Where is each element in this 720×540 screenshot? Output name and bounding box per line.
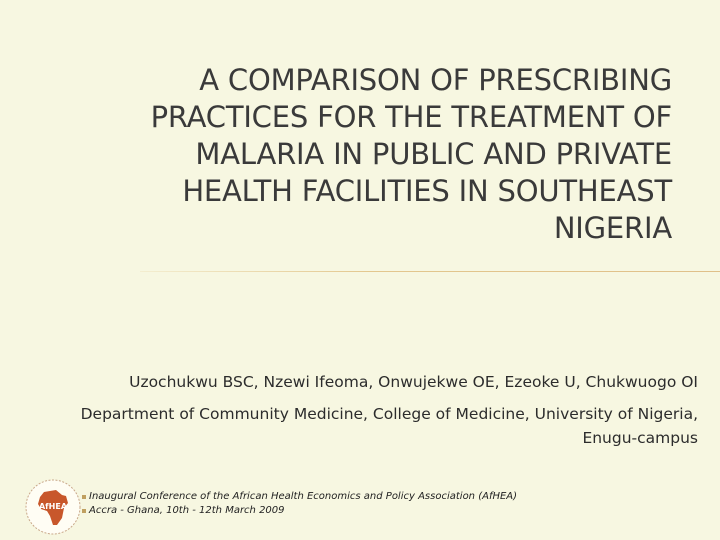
title-divider: [140, 271, 720, 272]
department-line-2: Enugu-campus: [582, 429, 698, 447]
authors-line: Uzochukwu BSC, Nzewi Ifeoma, Onwujekwe OE, Ezeoke U, Chukwuogo OI: [129, 373, 698, 391]
conference-block: [89, 490, 589, 518]
department-line-1: Department of Community Medicine, College of Medicine, University of Nigeria,: [80, 405, 698, 423]
afhea-logo: [22, 478, 84, 536]
conference-line-1: Inaugural Conference of the African Health Economics and Policy Association (AfHEA): [89, 491, 518, 502]
conference-line-2: Accra - Ghana, 10th - 12th March 2009: [89, 505, 285, 516]
bullet-icon: [82, 495, 86, 499]
bullet-icon: [82, 509, 86, 513]
slide-title: A COMPARISON OF PRESCRIBING PRACTICES FOR THE TREATMENT OF MALARIA IN PUBLIC AND PRIVATE HEALTH FACILITIES IN SOUTHEAST NIGERIA: [150, 63, 672, 245]
department-block: [8, 402, 698, 450]
logo-text: AfHEA: [38, 502, 68, 511]
